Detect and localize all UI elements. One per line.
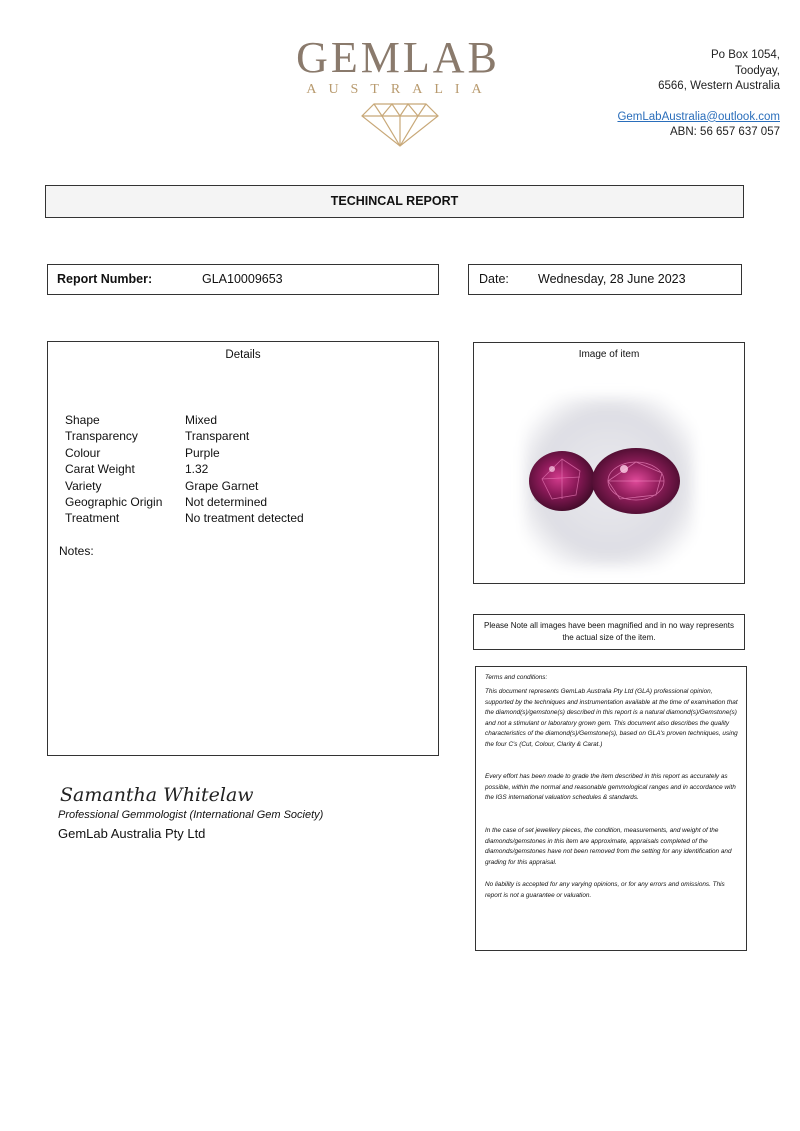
details-table (65, 412, 304, 527)
report-number-box (47, 264, 439, 295)
date-value: Wednesday, 28 June 2023 (538, 272, 686, 286)
address-line-2: Toodyay, (734, 64, 780, 77)
details-panel (47, 341, 439, 756)
address-line-3: 6566, Western Australia (658, 80, 780, 92)
detail-value: Purple (185, 445, 220, 460)
detail-value: Transparent (185, 429, 250, 444)
detail-row (65, 445, 304, 461)
image-title: Image of item (578, 349, 640, 360)
magnification-note (473, 614, 745, 650)
detail-key: Treatment (65, 511, 120, 526)
detail-key: Carat Weight (65, 462, 135, 477)
company-address (617, 48, 780, 141)
detail-row (65, 494, 304, 510)
terms-heading: Terms and conditions: (485, 674, 548, 681)
image-panel (473, 342, 745, 584)
report-number-label: Report Number: (57, 272, 153, 286)
detail-key: Geographic Origin (65, 495, 163, 510)
detail-value: No treatment detected (185, 511, 304, 526)
detail-row (65, 428, 304, 444)
detail-key: Transparency (65, 429, 138, 444)
terms-panel (475, 666, 747, 951)
signatory-title: Professional Gemmologist (International Gem Society) (58, 809, 324, 821)
logo-wordmark: GEMLAB (296, 33, 500, 82)
gemstone-photo (524, 397, 694, 567)
detail-row (65, 510, 304, 526)
abn-number: ABN: 56 657 637 057 (670, 126, 780, 138)
notes-label: Notes: (59, 544, 94, 558)
report-number-value: GLA10009653 (202, 272, 283, 286)
terms-paragraph-4: No liability is accepted for any varying opinions, or for any errors and omissions. This report is not a guarantee or valuation. (485, 881, 725, 899)
detail-key: Colour (65, 445, 101, 460)
diamond-icon (360, 102, 440, 148)
terms-paragraph-1: This document represents GemLab Australia Pty Ltd (GLA) professional opinion, supported by the techniques and instrumentation available at the time of examination that the diamond(s)/gemstone(s) described in this report is a natural diamond(s)/Gemstone(s) and not a stimulant or laboratory grown gem. This document also describes the quality characteristics of the diamond(s)/Gemstone(s), based on GLA's proven techniques, using the four C's (Cut, Colour, Clarity & Carat.) (485, 688, 738, 748)
address-line-1: Po Box 1054, (710, 49, 780, 61)
date-box (468, 264, 742, 295)
date-label: Date: (479, 272, 509, 286)
details-title: Details (225, 349, 261, 361)
note-text: Please Note all images have been magnified and in no way represents the actual size of the item. (484, 621, 734, 642)
detail-value: Mixed (185, 413, 218, 427)
detail-value: Not determined (185, 495, 268, 510)
detail-value: 1.32 (185, 462, 209, 477)
email-link[interactable]: GemLabAustralia@outlook.com (617, 110, 780, 123)
detail-key: Variety (65, 478, 102, 493)
signature (60, 777, 254, 813)
detail-row (65, 412, 304, 428)
company-logo (280, 33, 520, 156)
signature-name: Samantha Whitelaw (60, 784, 254, 806)
terms-paragraph-3: In the case of set jewellery pieces, the condition, measurements, and weight of the diamonds/gemstones in this item are approximate, appraisals completed of the diamonds/gemstones have not been removed from the setting for any identification and grading for this appraisal. (485, 827, 732, 866)
detail-row (65, 461, 304, 477)
signatory-company: GemLab Australia Pty Ltd (58, 826, 206, 841)
report-title-bar (45, 185, 744, 218)
detail-key: Shape (65, 413, 100, 427)
detail-row (65, 478, 304, 494)
logo-subtitle: AUSTRALIA (306, 82, 494, 97)
terms-paragraph-2: Every effort has been made to grade the item described in this report as accurately as possible, within the normal and reasonable gemmological ranges and in accordance with the IGS international valuation schedules & standards. (485, 773, 736, 801)
report-title: TECHINCAL REPORT (330, 194, 459, 208)
detail-value: Grape Garnet (185, 478, 259, 493)
